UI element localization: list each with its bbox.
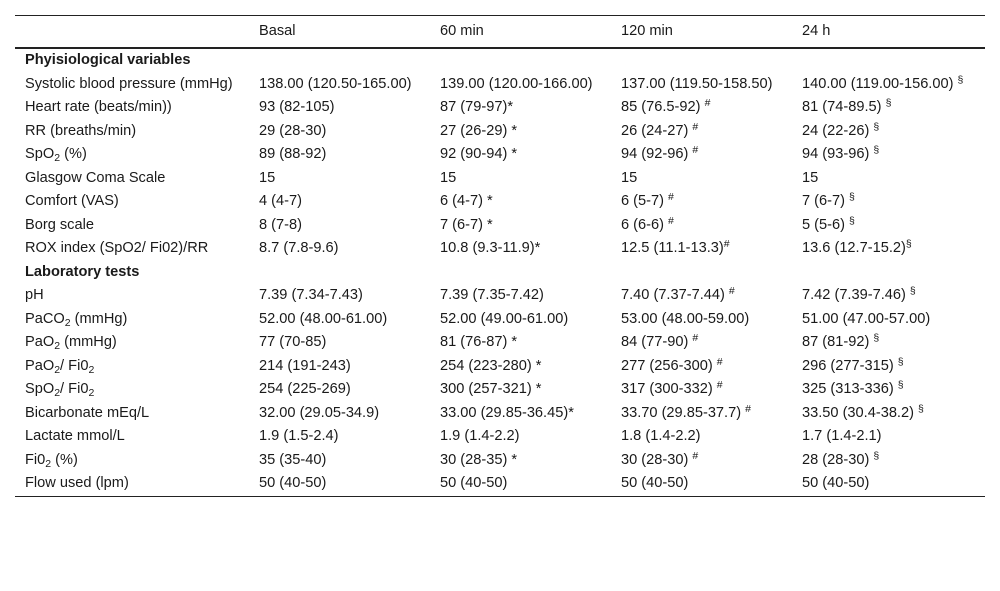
row-label: Comfort (VAS) — [25, 193, 119, 209]
table-cell: 32.00 (29.05-34.9) — [259, 404, 380, 421]
table-cell: 94 (92-96) # — [621, 144, 699, 162]
table-cell: 325 (313-336) § — [802, 379, 904, 397]
table-row — [15, 73, 985, 97]
table-cell: 138.00 (120.50-165.00) — [259, 75, 412, 92]
table-cell: 28 (28-30) § — [802, 449, 880, 468]
table-cell: 13.6 (12.7-15.2)§ — [802, 238, 912, 256]
results-table — [15, 15, 985, 497]
table-row — [15, 96, 985, 120]
header-24-h: 24 h — [802, 23, 831, 40]
row-label: ROX index (SpO2/ Fi02)/RR — [25, 240, 209, 256]
header-120-min: 120 min — [621, 23, 673, 40]
table-cell: 51.00 (47.00-57.00) — [802, 310, 931, 327]
row-label: SpO$_2$/ $Fi0_2$ — [25, 381, 95, 399]
table-cell: 15 — [440, 169, 457, 186]
section-title: Laboratory tests — [25, 263, 140, 280]
table-cell: 137.00 (119.50-158.50) — [621, 75, 773, 92]
table-cell: 53.00 (48.00-59.00) — [621, 310, 750, 327]
table-cell: 254 (223-280) * — [440, 357, 542, 374]
table-row — [15, 331, 985, 355]
header-row — [15, 16, 985, 49]
table-row — [15, 308, 985, 332]
header-60-min: 60 min — [440, 23, 484, 40]
table-cell: 24 (22-26) § — [802, 120, 880, 139]
table-cell: 7.39 (7.35-7.42) — [440, 287, 544, 303]
section-row — [15, 48, 985, 73]
table-row — [15, 214, 985, 238]
table-row — [15, 237, 985, 261]
table-cell: 15 — [259, 169, 276, 186]
table-cell: 140.00 (119.00-156.00) § — [802, 73, 964, 92]
table-cell: 10.8 (9.3-11.9)* — [440, 240, 541, 256]
table-row — [15, 284, 985, 308]
table-cell: 30 (28-30) # — [621, 449, 699, 468]
table-cell: 300 (257-321) * — [440, 381, 542, 397]
table-cell: 1.7 (1.4-2.1) — [802, 428, 882, 444]
table-cell: 7.42 (7.39-7.46) § — [802, 285, 916, 303]
table-cell: 5 (5-6) § — [802, 214, 855, 233]
table-cell: 27 (26-29) * — [440, 122, 518, 139]
table-cell: 214 (191-243) — [259, 357, 351, 374]
table-cell: 52.00 (48.00-61.00) — [259, 310, 388, 327]
table-row — [15, 190, 985, 214]
table-cell: 84 (77-90) # — [621, 332, 699, 350]
table-row — [15, 472, 985, 496]
table-cell: 52.00 (49.00-61.00) — [440, 310, 569, 327]
table-header — [15, 16, 985, 49]
table-cell: 93 (82-105) — [259, 99, 335, 115]
row-label: $Fi0_2$ (%) — [25, 451, 78, 470]
table-row — [15, 402, 985, 426]
row-label: PaCO$_2$ (mmHg) — [25, 310, 128, 329]
row-label: RR (breaths/min) — [25, 122, 137, 139]
row-label: SpO$_2$ (%) — [25, 146, 87, 164]
table-cell: 29 (28-30) — [259, 122, 327, 139]
table-cell: 8 (7-8) — [259, 216, 302, 233]
table-cell: 6 (5-7) # — [621, 191, 674, 209]
row-label: Flow used (lpm) — [25, 475, 129, 491]
table-cell: 12.5 (11.1-13.3)# — [621, 238, 730, 256]
table-cell: 50 (40-50) — [802, 475, 870, 491]
row-label: Borg scale — [25, 216, 94, 233]
table-container — [15, 15, 985, 497]
table-row — [15, 449, 985, 473]
table-cell: 254 (225-269) — [259, 381, 351, 397]
row-label: Glasgow Coma Scale — [25, 169, 166, 186]
table-cell: 6 (4-7) * — [440, 193, 493, 209]
table-cell: 30 (28-35) * — [440, 451, 518, 468]
table-cell: 26 (24-27) # — [621, 120, 699, 139]
table-cell: 81 (74-89.5) § — [802, 97, 892, 115]
table-cell: 1.8 (1.4-2.2) — [621, 428, 701, 444]
table-cell: 7.40 (7.37-7.44) # — [621, 285, 735, 303]
header-label-column — [15, 16, 249, 49]
row-label: Bicarbonate mEq/L — [25, 404, 150, 421]
table-cell: 87 (81-92) § — [802, 332, 880, 350]
table-cell: 4 (4-7) — [259, 193, 302, 209]
table-cell: 50 (40-50) — [259, 475, 327, 491]
row-label: pH — [25, 287, 44, 303]
table-cell: 94 (93-96) § — [802, 144, 880, 162]
table-cell: 1.9 (1.4-2.2) — [440, 428, 520, 444]
table-cell: 6 (6-6) # — [621, 214, 674, 233]
table-cell: 50 (40-50) — [440, 475, 508, 491]
table-row — [15, 355, 985, 379]
table-cell: 33.00 (29.85-36.45)* — [440, 404, 574, 421]
table-cell: 50 (40-50) — [621, 475, 689, 491]
row-label: PaO$_2$/ $Fi0_2$ — [25, 357, 95, 376]
table-cell: 35 (35-40) — [259, 451, 327, 468]
row-label: Systolic blood pressure (mmHg) — [25, 75, 233, 92]
table-cell: 317 (300-332) # — [621, 379, 723, 397]
table-cell: 33.50 (30.4-38.2) § — [802, 402, 924, 421]
table-body — [15, 48, 985, 496]
table-cell: 92 (90-94) * — [440, 146, 518, 162]
header-basal: Basal — [259, 23, 296, 40]
table-cell: 7 (6-7) § — [802, 191, 855, 209]
table-cell: 15 — [802, 169, 819, 186]
table-row — [15, 120, 985, 144]
table-cell: 277 (256-300) # — [621, 355, 723, 374]
table-cell: 296 (277-315) § — [802, 355, 904, 374]
row-label: Lactate mmol/L — [25, 428, 125, 444]
row-label: PaO$_2$ (mmHg) — [25, 334, 117, 352]
table-row — [15, 378, 985, 402]
table-cell: 77 (70-85) — [259, 334, 327, 350]
section-title: Phyisiological variables — [25, 52, 191, 68]
table-cell: 139.00 (120.00-166.00) — [440, 75, 593, 92]
section-row — [15, 261, 985, 285]
table-cell: 8.7 (7.8-9.6) — [259, 240, 339, 256]
table-cell: 85 (76.5-92) # — [621, 97, 711, 115]
table-row — [15, 143, 985, 167]
table-row — [15, 167, 985, 191]
table-cell: 1.9 (1.5-2.4) — [259, 428, 339, 444]
table-row — [15, 425, 985, 449]
table-cell: 15 — [621, 169, 638, 186]
table-cell: 87 (79-97)* — [440, 99, 514, 115]
table-cell: 89 (88-92) — [259, 146, 327, 162]
table-cell: 7 (6-7) * — [440, 216, 493, 233]
table-cell: 33.70 (29.85-37.7) # — [621, 402, 751, 421]
row-label: Heart rate (beats/min)) — [25, 99, 172, 115]
table-cell: 81 (76-87) * — [440, 334, 518, 350]
table-cell: 7.39 (7.34-7.43) — [259, 287, 363, 303]
